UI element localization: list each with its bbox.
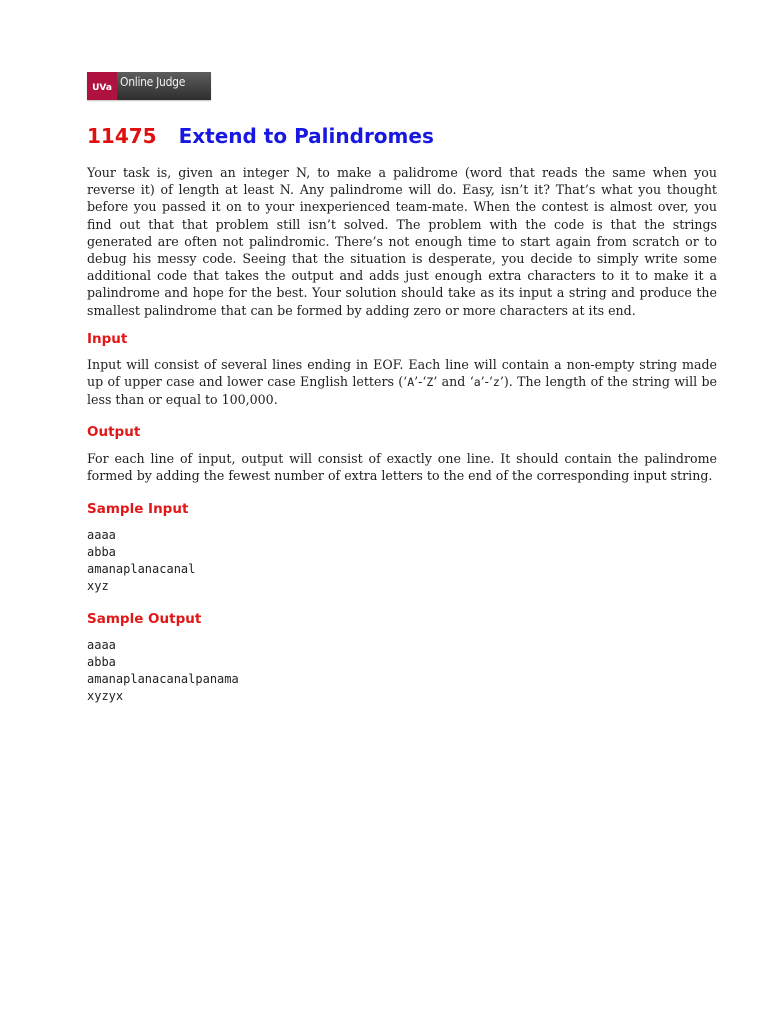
logo-badge: UVa — [87, 72, 117, 100]
sample-input-block — [87, 527, 195, 595]
sample-input-heading: Sample Input — [87, 501, 189, 517]
sample-input-line: xyz — [87, 579, 109, 593]
code-lower-z: z — [492, 375, 500, 390]
output-description: For each line of input, output will consist of exactly one line. It should contain the palindrome formed by adding the fewest number of extra letters to the end of the corresponding input string. — [87, 451, 717, 484]
problem-title — [87, 124, 434, 148]
sample-output-heading: Sample Output — [87, 611, 202, 627]
sample-input-line: aaaa — [87, 528, 116, 542]
uva-online-judge-logo — [87, 72, 211, 100]
problem-name: Extend to Palindromes — [178, 124, 434, 148]
problem-number: 11475 — [87, 124, 157, 148]
sample-output-line: xyzyx — [87, 689, 124, 703]
input-heading: Input — [87, 331, 128, 347]
sample-input-line: amanaplanacanal — [87, 562, 196, 576]
sample-output-line: amanaplanacanalpanama — [87, 672, 239, 686]
sample-output-line: aaaa — [87, 638, 116, 652]
sample-output-line: abba — [87, 655, 116, 669]
problem-statement: Your task is, given an integer N, to make a palidrome (word that reads the same when you reverse it) of length at least N. Any palindrome will do. Easy, isn’t it? That’s what you thought before you passed it on to your inexperienced team-mate. When the contest is almost over, you find out that that problem still isn’t solved. The problem with the code is that the strings generated are often not palindromic. There’s not enough time to start again from scratch or to debug his messy code. Seeing that the situation is desperate, you decide to simply write some additional code that takes the output and adds just enough extra characters to it to make it a palindrome and hope for the best. Your solution should take as its input a string and produce the smallest palindrome that can be formed by adding zero or more characters at its end. — [87, 165, 717, 318]
code-upper-z: Z — [426, 375, 434, 390]
logo-text: Online Judge — [117, 72, 211, 100]
code-lower-a: a — [473, 375, 481, 390]
sample-output-block — [87, 637, 239, 705]
input-description: Input will consist of several lines ending in EOF. Each line will contain a non-empty string made up of upper case and lower case English letters (‘A’-‘Z’ and ‘a’-‘z’). The length of the string will be less than or equal to 100,000. — [87, 357, 717, 408]
code-upper-a: A — [407, 375, 415, 390]
output-heading: Output — [87, 424, 141, 440]
sample-input-line: abba — [87, 545, 116, 559]
